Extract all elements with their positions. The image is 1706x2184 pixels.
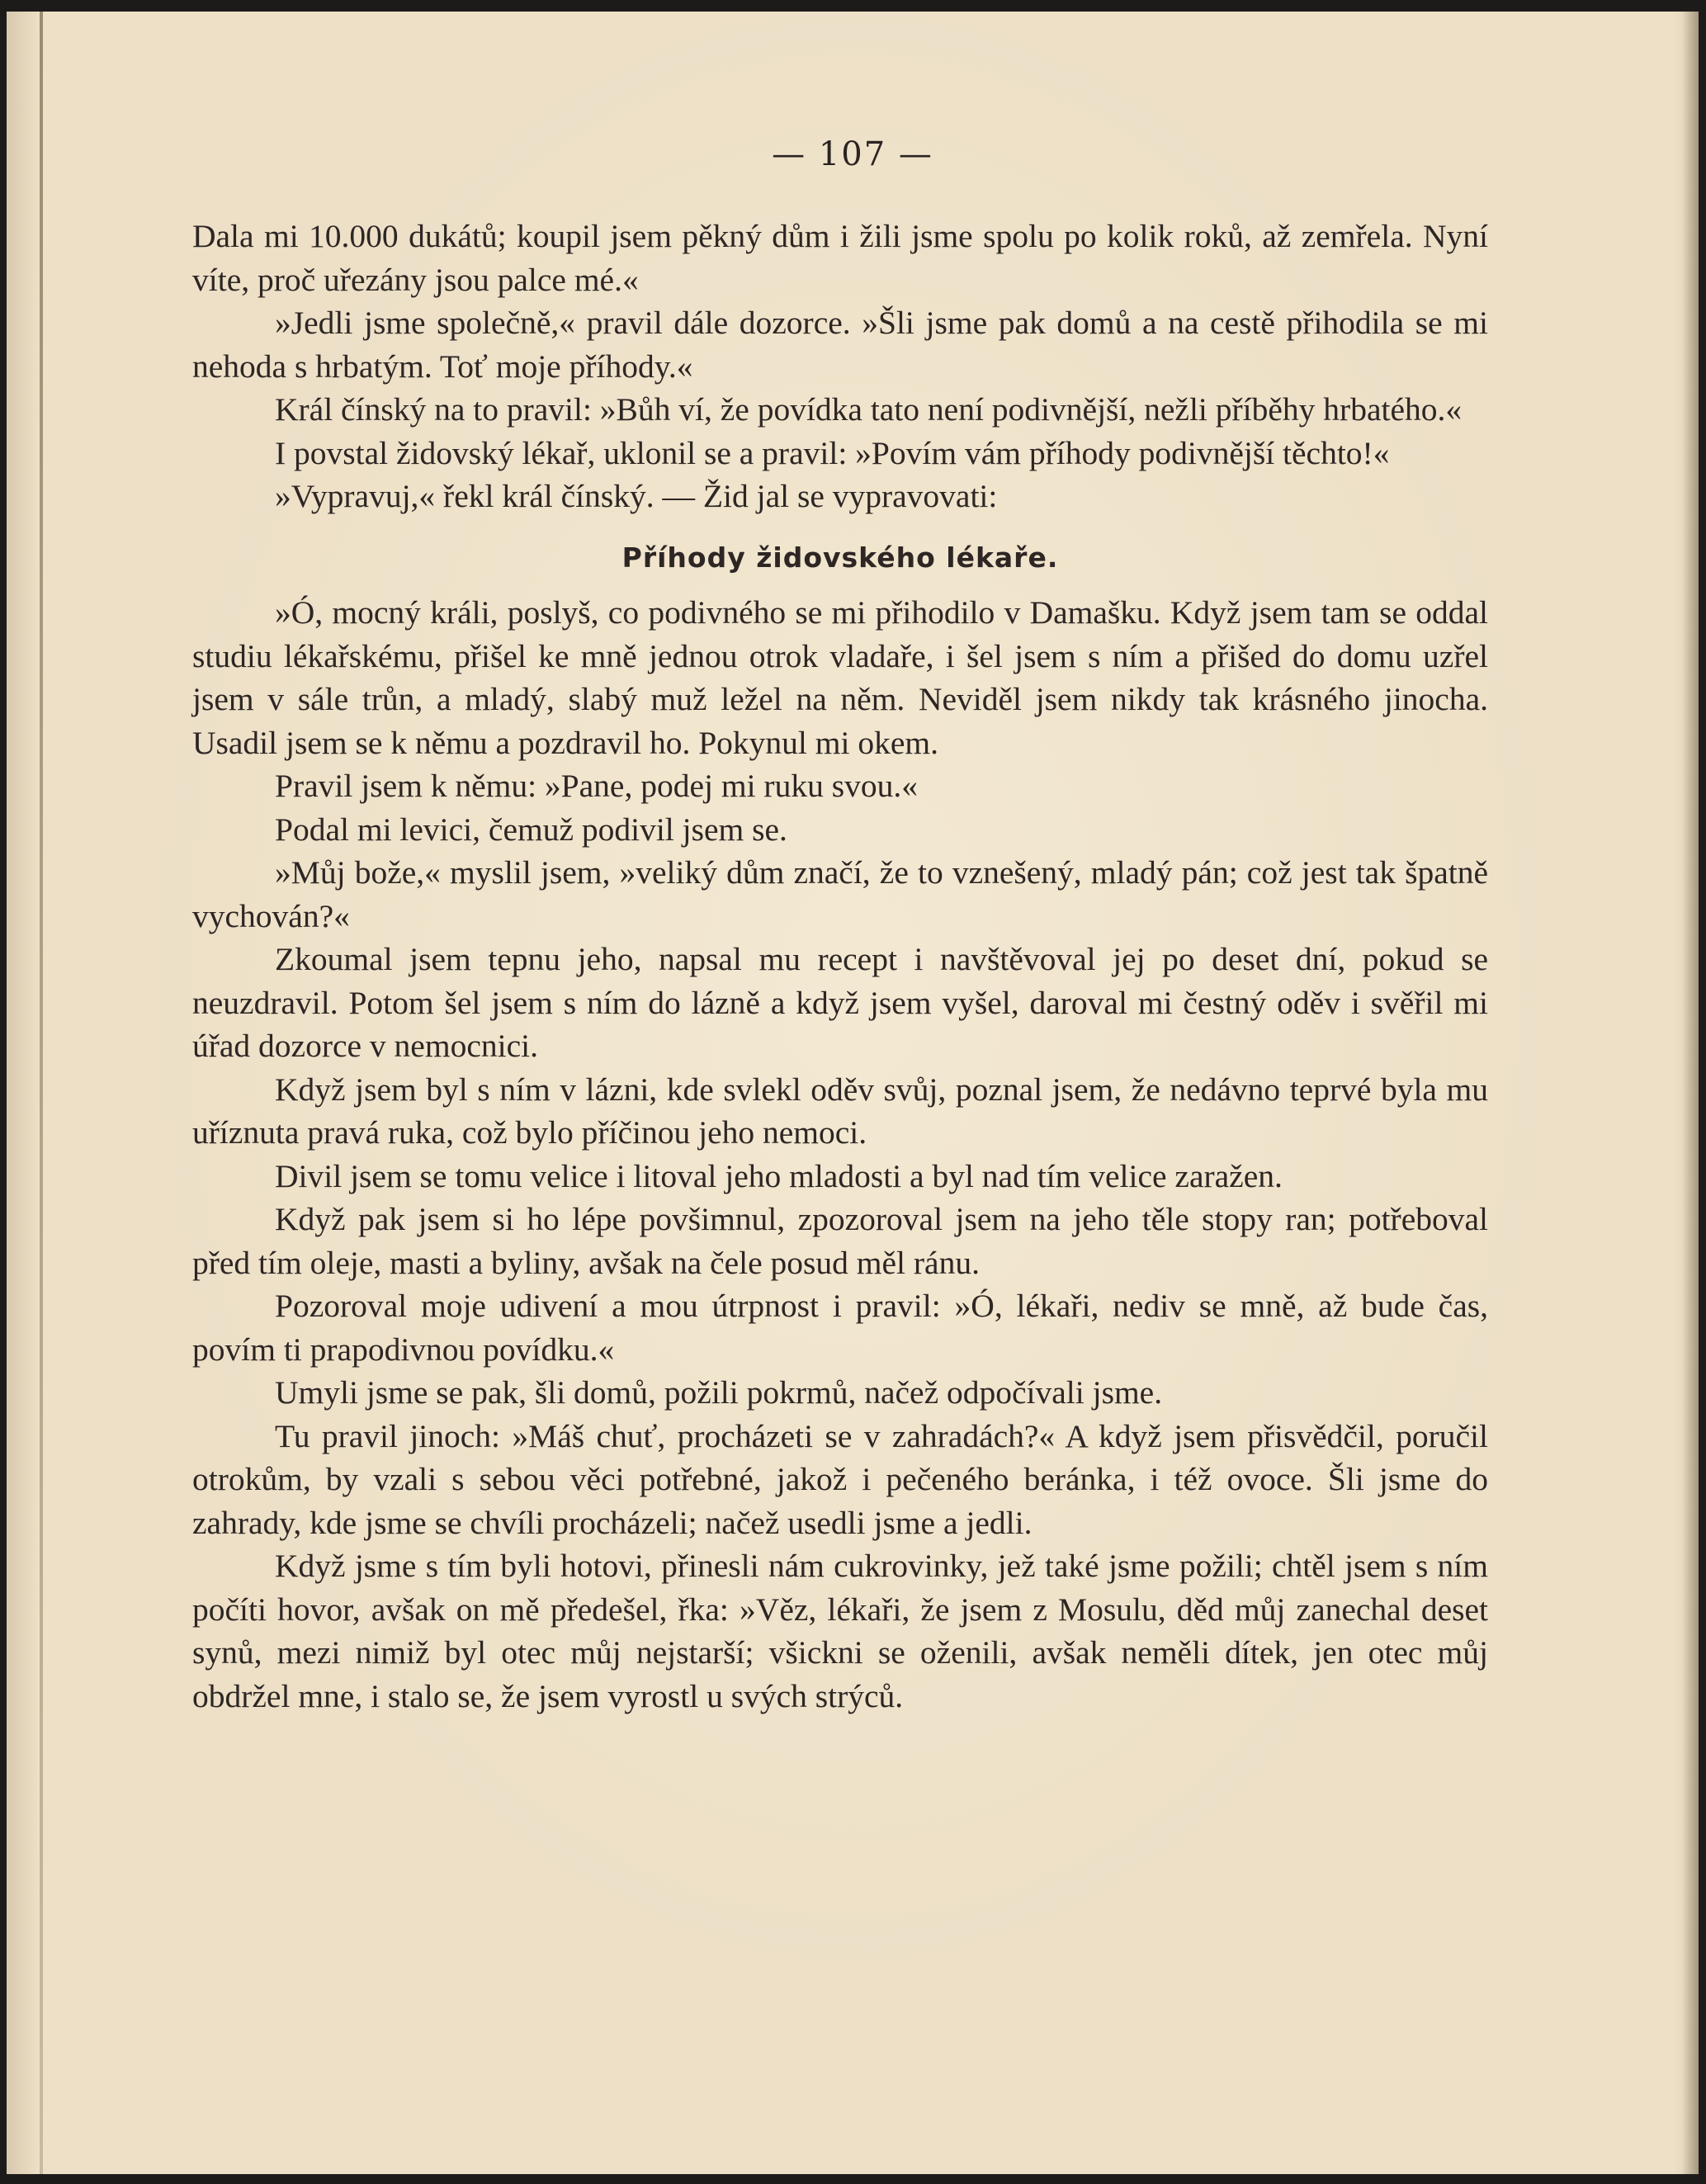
paragraph: »Vypravuj,« řekl král čínský. — Žid jal se vypravovati: (275, 478, 998, 514)
paragraph: Dala mi 10.000 dukátů; koupil jsem pěkný dům i žili jsme spolu po kolik roků, až zemřela. Nyní víte, proč uřezány jsou palce mé.« (192, 218, 1488, 298)
paragraph: I povstal židovský lékař, uklonil se a pravil: »Povím vám příhody podivnější těchto!« (275, 434, 1390, 471)
paragraph: Král čínský na to pravil: »Bůh ví, že povídka tato není podivnější, nežli příběhy hrbatého.« (275, 391, 1463, 428)
paragraph: Když jsem byl s ním v lázni, kde svlekl oděv svůj, poznal jsem, že nedávno teprvé byla mu uříznuta pravá ruka, což bylo příčinou jeho nemoci. (192, 1071, 1488, 1151)
paragraph: Podal mi levici, čemuž podivil jsem se. (275, 811, 787, 848)
paragraph: Pravil jsem k němu: »Pane, podej mi ruku svou.« (275, 768, 918, 804)
book-page (7, 12, 1699, 2174)
page-text (192, 215, 1488, 1718)
paragraph: »Jedli jsme společně,« pravil dále dozorce. »Šli jsme pak domů a na cestě přihodila se mi nehoda s hrbatým. Toť moje příhody.« (192, 305, 1488, 385)
page-gutter (40, 12, 43, 2174)
paragraph: Umyli jsme se pak, šli domů, požili pokrmů, načež odpočívali jsme. (275, 1374, 1163, 1411)
paragraph: »Můj bože,« myslil jsem, »veliký dům značí, že to vznešený, mladý pán; což jest tak špatně vychován?« (192, 854, 1488, 934)
paragraph: Divil jsem se tomu velice i litoval jeho mladosti a byl nad tím velice zaražen. (275, 1157, 1283, 1194)
page-edge-shadow (1682, 12, 1699, 2174)
page-number: — 107 — (772, 135, 933, 173)
paragraph: »Ó, mocný králi, poslyš, co podivného se mi přihodilo v Damašku. Když jsem tam se oddal studiu lékařskému, přišel ke mně jednou otrok vladaře, i šel jsem s ním a přišed do domu uzřel jsem v sále trůn, a mladý, slabý muž ležel na něm. Neviděl jsem nikdy tak krásného jinocha. Usadil jsem se k němu a pozdravil ho. Pokynul mi okem. (192, 594, 1488, 761)
paragraph: Když jsme s tím byli hotovi, přinesli nám cukrovinky, jež také jsme požili; chtěl jsem s ním počíti hovor, avšak on mě předešel, řka: »Věz, lékaři, že jsem z Mosulu, děd můj zanechal deset synů, mezi nimiž byl otec můj nejstarší; všickni se oženili, avšak neměli dítek, jen otec můj obdržel mne, i stalo se, že jsem vyrostl u svých strýců. (192, 1548, 1488, 1714)
section-heading: Příhody židovského lékaře. (621, 541, 1059, 574)
paragraph: Zkoumal jsem tepnu jeho, napsal mu recept i navštěvoval jej po deset dní, pokud se neuzdravil. Potom šel jsem s ním do lázně a když jsem vyšel, daroval mi čestný oděv i svěřil mi úřad dozorce v nemocnici. (192, 941, 1488, 1064)
paragraph: Když pak jsem si ho lépe povšimnul, zpozoroval jsem na jeho těle stopy ran; potřeboval před tím oleje, masti a byliny, avšak na čele posud měl ránu. (192, 1201, 1488, 1281)
paragraph: Tu pravil jinoch: »Máš chuť, procházeti se v zahradách?« A když jsem přisvědčil, poručil otrokům, by vzali s sebou věci potřebné, jakož i pečeného beránka, i též ovoce. Šli jsme do zahrady, kde jsme se chvíli procházeli; načež usedli jsme a jedli. (192, 1417, 1488, 1541)
paragraph: Pozoroval moje udivení a mou útrpnost i pravil: »Ó, lékaři, nediv se mně, až bude čas, povím ti prapodivnou povídku.« (192, 1288, 1488, 1368)
